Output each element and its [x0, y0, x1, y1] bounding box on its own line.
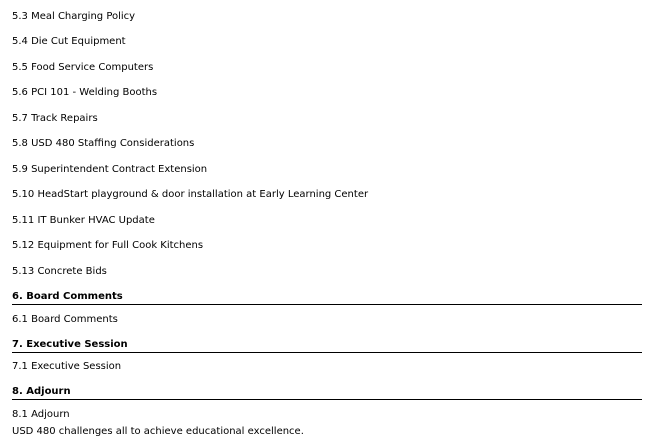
- agenda-item: 5.12 Equipment for Full Cook Kitchens: [12, 240, 204, 251]
- agenda-item: 5.4 Die Cut Equipment: [12, 36, 126, 47]
- agenda-item: 5.11 IT Bunker HVAC Update: [12, 215, 155, 226]
- footer-motto: USD 480 challenges all to achieve educational excellence.: [12, 426, 304, 437]
- section-heading-executive-session: 7. Executive Session: [12, 338, 642, 353]
- agenda-item: 5.6 PCI 101 - Welding Booths: [12, 87, 158, 98]
- agenda-item: 6.1 Board Comments: [12, 314, 118, 325]
- agenda-item: 5.3 Meal Charging Policy: [12, 11, 136, 22]
- agenda-item: 8.1 Adjourn: [12, 409, 70, 420]
- section-heading-adjourn: 8. Adjourn: [12, 385, 642, 400]
- agenda-item: 7.1 Executive Session: [12, 361, 122, 372]
- section-heading-board-comments: 6. Board Comments: [12, 290, 642, 305]
- agenda-item: 5.5 Food Service Computers: [12, 62, 154, 73]
- agenda-item: 5.8 USD 480 Staffing Considerations: [12, 138, 195, 149]
- agenda-item: 5.10 HeadStart playground & door installation at Early Learning Center: [12, 189, 369, 200]
- agenda-item: 5.13 Concrete Bids: [12, 266, 107, 277]
- agenda-item: 5.7 Track Repairs: [12, 113, 98, 124]
- agenda-item: 5.9 Superintendent Contract Extension: [12, 164, 208, 175]
